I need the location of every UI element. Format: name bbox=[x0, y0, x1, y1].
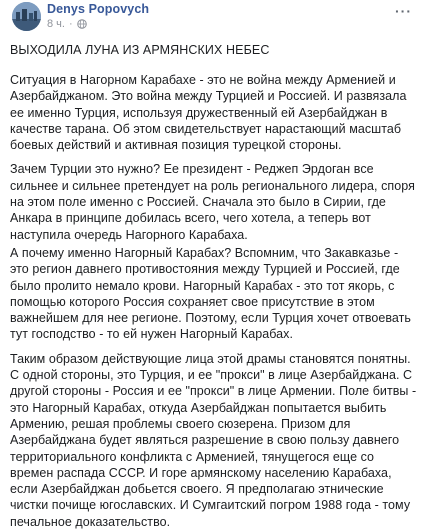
post-paragraph-4: Таким образом действующие лица этой драмы становятся понятны. С одной стороны, это Турция, и ее "прокси" в лице Азербайджана. С другой стороны - Россия и ее "прокси" в лице Армении. Поле битвы - это Нагорный Карабах, откуда Азербайджан попытается выбить Армению, решая проблемы своего сюзерена. Призом для Азербайджана будет являться разрешение в свою пользу давнего территориального конфликта с Арменией, тянущегося еще со времен распада СССР. И горе армянскому населению Карабаха, если Азербайджан добьется своего. Я предполагаю этнические чистки почище югославских. И Сумгаитский погром 1988 года - тому печальное доказательство. bbox=[10, 351, 417, 529]
post-paragraph-3: А почему именно Нагорный Карабах? Вспомним, что Закавказье - это регион давнего противостояния между Турцией и Россией, где было пролито немало крови. Нагорный Карабах - это тот якорь, с помощью которого Россия сохраняет свое присутствие в этом важнейшем для нее регионе. Поэтому, если Турция хочет отвоевать тут господство - то ей нужен Нагорный Карабах. bbox=[10, 245, 411, 342]
post-header bbox=[10, 0, 418, 34]
post-paragraph-2: Зачем Турции это нужно? Ее президент - Реджеп Эрдоган все сильнее и сильнее претендует на роль регионального лидера, споря на этом поле именно с Россией. Сначала это было в Сирии, где Анкара в принципе добилась всего, чего хотела, а теперь вот наступила очередь Нагорного Карабаха. bbox=[10, 162, 415, 242]
post-paragraph-1: Ситуация в Нагорном Карабахе - это не война между Арменией и Азербайджаном. Это война между Турцией и Россией. И развязала ее именно Турция, используя дружественный ей Азербайджан в качестве тарана. Об этом свидетельствует нарастающий масштаб боевых действий и активная позиция турецкой стороны. bbox=[10, 73, 407, 153]
more-options-icon[interactable]: ··· bbox=[395, 3, 412, 19]
post-meta: 8 ч. · bbox=[47, 18, 87, 30]
author-avatar[interactable] bbox=[12, 2, 41, 31]
post-title: ВЫХОДИЛА ЛУНА ИЗ АРМЯНСКИХ НЕБЕС bbox=[10, 43, 270, 57]
globe-icon bbox=[77, 19, 87, 29]
post-timestamp-link[interactable]: 8 ч. bbox=[47, 18, 65, 30]
author-name-link[interactable]: Denys Popovych bbox=[47, 2, 150, 16]
